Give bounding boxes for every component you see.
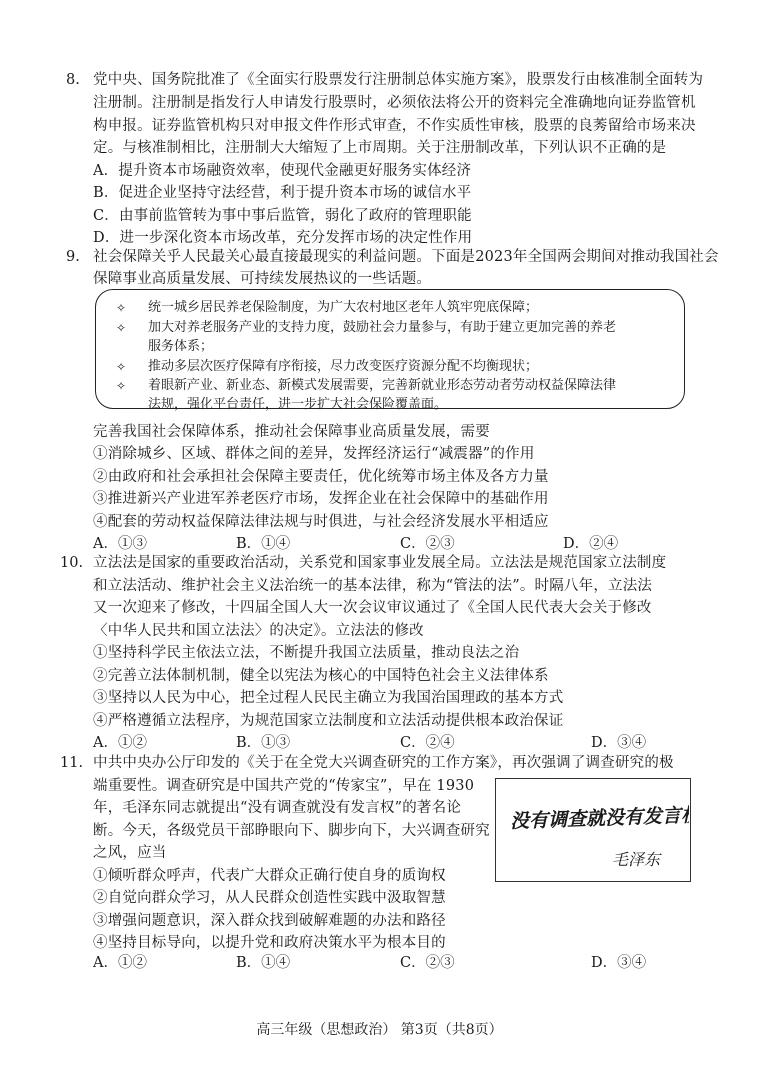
q9-choice-d: D．②④ bbox=[563, 536, 619, 552]
q9-item: ②由政府和社会承担社会保障主要责任，优化统筹市场主体及各方力量 bbox=[93, 469, 549, 485]
bullet-icon: ✧ bbox=[116, 301, 127, 315]
q9-box-line: 推动多层次医疗保障有序衔接，尽力改变医疗资源分配不均衡现状； bbox=[148, 359, 539, 374]
q10-item: ④严格遵循立法程序，为规范国家立法制度和立法活动提供根本政治保证 bbox=[93, 713, 564, 729]
calligraphy-quote: 没有调查就没有发言权 bbox=[509, 804, 689, 833]
q11-choice-d: D．③④ bbox=[591, 955, 647, 971]
q9-choice-a: A．①③ bbox=[93, 536, 147, 552]
calligraphy-signature: 毛泽东 bbox=[612, 850, 661, 869]
q9-box-line: 着眼新产业、新业态、新模式发展需要，完善新就业形态劳动者劳动权益保障法律 bbox=[148, 378, 617, 393]
bullet-icon: ✧ bbox=[116, 379, 127, 393]
q9-item: ③推进新兴产业进军养老医疗市场，发挥企业在社会保障中的基础作用 bbox=[93, 491, 549, 507]
calligraphy-image bbox=[495, 778, 691, 882]
q9-choice-c: C．②③ bbox=[400, 536, 455, 552]
q10-stem-line: 又一次迎来了修改，十四届全国人大一次会议审议通过了《全国人民代表大会关于修改 bbox=[93, 600, 652, 616]
q10-choice-c: C．②④ bbox=[400, 735, 455, 751]
q9-item: ④配套的劳动权益保障法律法规与时俱进，与社会经济发展水平相适应 bbox=[93, 514, 549, 530]
q10-choice-a: A．①② bbox=[93, 735, 147, 751]
q8-stem-line: 定。与核准制相比，注册制大大缩短了上市周期。关于注册制改革，下列认识不正确的是 bbox=[93, 140, 667, 156]
bullet-icon: ✧ bbox=[116, 360, 127, 374]
q9-box-line: 法规，强化平台责任，进一步扩大社会保险覆盖面。 bbox=[148, 397, 448, 412]
q11-choice-c: C．②③ bbox=[400, 955, 455, 971]
q9-box-line: 统一城乡居民养老保险制度，为广大农村地区老年人筑牢兜底保障； bbox=[148, 300, 539, 315]
q10-item: ①坚持科学民主依法立法，不断提升我国立法质量，推动良法之治 bbox=[93, 645, 520, 661]
q11-stem-line: 端重要性。调查研究是中国共产党的“传家宝”，早在 1930 bbox=[93, 778, 475, 794]
q9-box-line: 加大对养老服务产业的支持力度，鼓励社会力量参与，有助于建立更加完善的养老 bbox=[148, 320, 617, 335]
q10-choice-b: B．①③ bbox=[236, 735, 291, 751]
q8-stem-line: 注册制。注册制是指发行人申请发行股票时，必须依法将公开的资料完全准确地向证券监管机 bbox=[93, 95, 696, 111]
q11-item: ③增强问题意识，深入群众找到破解难题的办法和路径 bbox=[93, 913, 446, 929]
q8-number: 8. bbox=[66, 72, 80, 88]
q10-stem-line: 和立法活动、维护社会主义法治统一的基本法律，称为“管法的法”。时隔八年，立法法 bbox=[93, 578, 653, 594]
q9-box-line: 服务体系； bbox=[148, 339, 214, 354]
q9-stem-line: 保障事业高质量发展、可持续发展热议的一些话题。 bbox=[93, 271, 432, 287]
q9-number: 9. bbox=[66, 249, 80, 265]
q11-stem-line: 断。今天，各级党员干部睁眼向下、脚步向下，大兴调查研究 bbox=[93, 823, 490, 839]
q11-item: ①倾听群众呼声，代表广大群众正确行使自身的质询权 bbox=[93, 868, 446, 884]
q9-stem-line: 社会保障关乎人民最关心最直接最现实的利益问题。下面是2023年全国两会期间对推动我国社会 bbox=[93, 249, 719, 265]
q10-item: ③坚持以人民为中心，把全过程人民民主确立为我国治国理政的基本方式 bbox=[93, 690, 564, 706]
q9-item: ①消除城乡、区域、群体之间的差异，发挥经济运行“减震器”的作用 bbox=[93, 446, 535, 462]
q11-choice-b: B．①④ bbox=[236, 955, 291, 971]
q8-stem-line: 党中央、国务院批准了《全面实行股票发行注册制总体实施方案》，股票发行由核准制全面转为 bbox=[93, 72, 704, 88]
q11-number: 11. bbox=[60, 755, 84, 771]
bullet-icon: ✧ bbox=[116, 321, 127, 335]
q8-option-a: A．提升资本市场融资效率，使现代金融更好服务实体经济 bbox=[93, 163, 472, 179]
q11-stem-line: 中共中央办公厅印发的《关于在全党大兴调查研究的工作方案》，再次强调了调查研究的极 bbox=[93, 755, 674, 771]
q10-choice-d: D．③④ bbox=[591, 735, 647, 751]
q9-question: 完善我国社会保障体系，推动社会保障事业高质量发展，需要 bbox=[93, 424, 490, 440]
calligraphy-drawing bbox=[496, 779, 689, 880]
q11-stem-line: 之风，应当 bbox=[93, 845, 167, 861]
q11-stem-line: 年，毛泽东同志就提出“没有调查就没有发言权”的著名论 bbox=[93, 800, 462, 816]
q11-item: ④坚持目标导向，以提升党和政府决策水平为根本目的 bbox=[93, 935, 446, 951]
q9-choice-b: B．①④ bbox=[236, 536, 291, 552]
q11-item: ②自觉向群众学习，从人民群众创造性实践中汲取智慧 bbox=[93, 890, 446, 906]
q11-choice-a: A．①② bbox=[93, 955, 147, 971]
q8-option-b: B．促进企业坚持守法经营，利于提升资本市场的诚信水平 bbox=[93, 185, 472, 201]
q8-stem-line: 构申报。证券监管机构只对申报文件作形式审查，不作实质性审核，股票的良莠留给市场来决 bbox=[93, 118, 696, 134]
q10-item: ②完善立法体制机制，健全以宪法为核心的中国特色社会主义法律体系 bbox=[93, 668, 549, 684]
q8-option-c: C．由事前监管转为事中事后监管，弱化了政府的管理职能 bbox=[93, 208, 472, 224]
q10-stem-line: 立法法是国家的重要政治活动，关系党和国家事业发展全局。立法法是规范国家立法制度 bbox=[93, 555, 667, 571]
q8-option-d: D．进一步深化资本市场改革，充分发挥市场的决定性作用 bbox=[93, 230, 473, 246]
q10-stem-line: 〈中华人民共和国立法法〉的决定》。立法法的修改 bbox=[93, 623, 424, 639]
page-footer: 高三年级（思想政治） 第3页（共8页） bbox=[256, 1022, 503, 1038]
q10-number: 10. bbox=[60, 555, 84, 571]
